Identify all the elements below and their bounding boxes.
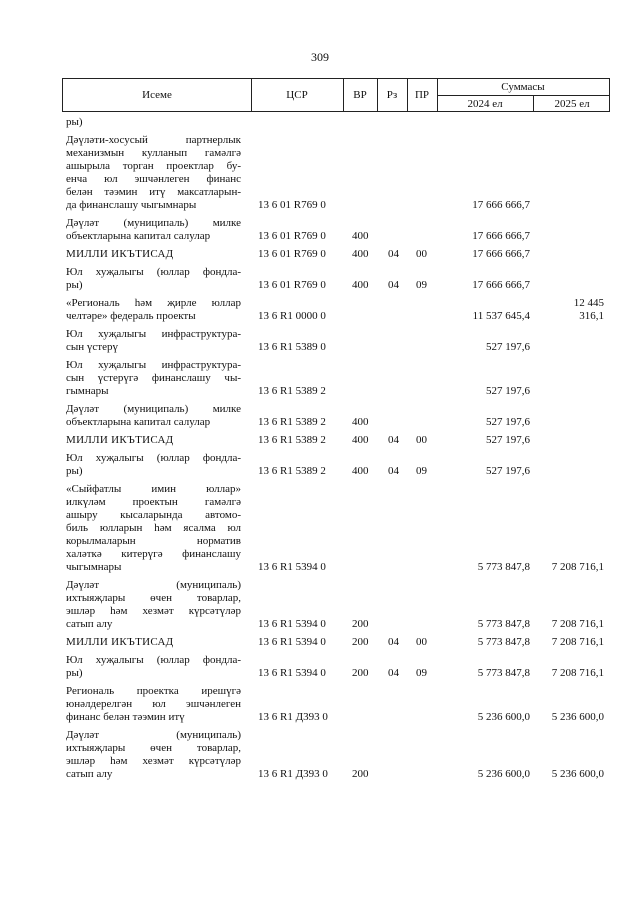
row-sum-2024: 17 666 666,7 bbox=[472, 230, 530, 242]
row-csr: 13 6 R1 5389 2 bbox=[258, 416, 326, 428]
row-name-line: механизмын кулланып гамәлгә bbox=[66, 147, 241, 159]
table-row bbox=[0, 654, 640, 680]
row-name bbox=[66, 359, 241, 398]
table-row bbox=[0, 729, 640, 781]
row-vr: 400 bbox=[352, 434, 369, 446]
row-vr: 400 bbox=[352, 465, 369, 477]
row-name-line: Региональ проектка ирешүгә bbox=[66, 685, 241, 697]
row-name-line: ашырыла торган проектлар бу- bbox=[66, 160, 241, 172]
row-csr: 13 6 01 R769 0 bbox=[258, 279, 326, 291]
table-row bbox=[0, 248, 640, 261]
row-name bbox=[66, 579, 241, 631]
row-vr: 200 bbox=[352, 618, 369, 630]
row-name-line: гымнары bbox=[66, 385, 109, 397]
row-sum-2024: 5 236 600,0 bbox=[477, 768, 530, 780]
row-name-line: ихтыяҗлары өчен товарлар, bbox=[66, 592, 241, 604]
row-name-line: «Региональ һәм җирле юллар bbox=[66, 297, 241, 309]
row-sum-2025: 7 208 716,1 bbox=[551, 618, 604, 630]
row-sum-2024: 5 236 600,0 bbox=[477, 711, 530, 723]
row-name bbox=[66, 434, 241, 447]
table-row bbox=[0, 452, 640, 478]
row-sum-2024: 527 197,6 bbox=[486, 434, 530, 446]
row-sum-2025: 7 208 716,1 bbox=[551, 636, 604, 648]
row-sum-2024: 5 773 847,8 bbox=[477, 636, 530, 648]
row-csr: 13 6 R1 5394 0 bbox=[258, 561, 326, 573]
row-sum-2024: 17 666 666,7 bbox=[472, 248, 530, 260]
row-sum-2025: 12 445 316,1 bbox=[573, 297, 604, 322]
table-row bbox=[0, 266, 640, 292]
row-csr: 13 6 01 R769 0 bbox=[258, 248, 326, 260]
row-csr: 13 6 R1 5394 0 bbox=[258, 667, 326, 679]
table-row bbox=[0, 636, 640, 649]
row-name-line: енча юл эшчәнлеген финанс bbox=[66, 173, 241, 185]
row-name-line: сын үстерү bbox=[66, 341, 118, 353]
row-name-line: Дәүләт (муниципаль) милке bbox=[66, 403, 241, 415]
table-row bbox=[0, 685, 640, 724]
row-pr: 00 bbox=[416, 636, 427, 648]
row-vr: 200 bbox=[352, 667, 369, 679]
row-name-line: Дәүләти-хосусый партнерлык bbox=[66, 134, 241, 146]
row-sum-2024: 11 537 645,4 bbox=[472, 310, 530, 322]
row-name-line: «Сыйфатлы имин юллар» bbox=[66, 483, 241, 495]
row-pr: 09 bbox=[416, 279, 427, 291]
row-sum-2024: 5 773 847,8 bbox=[477, 667, 530, 679]
table-row bbox=[0, 403, 640, 429]
row-sum-2025: 5 236 600,0 bbox=[551, 768, 604, 780]
row-name-line: Юл хуҗалыгы (юллар фондла- bbox=[66, 266, 241, 278]
row-name-line: Юл хуҗалыгы инфраструктура- bbox=[66, 328, 241, 340]
table-row bbox=[0, 434, 640, 447]
row-sum-2024: 527 197,6 bbox=[486, 416, 530, 428]
row-name bbox=[66, 134, 241, 212]
row-name-line: ры) bbox=[66, 667, 83, 679]
header-pr: ПР bbox=[414, 89, 430, 101]
header-csr: ЦСР bbox=[286, 89, 308, 101]
row-sum-2024: 5 773 847,8 bbox=[477, 618, 530, 630]
row-csr: 13 6 R1 Д393 0 bbox=[258, 711, 328, 723]
row-name-line: Дәүләт (муниципаль) bbox=[66, 729, 241, 741]
table-row bbox=[0, 116, 640, 129]
row-name-line: юнәлдерелгән юл эшчәнлеген bbox=[66, 698, 241, 710]
row-name bbox=[66, 266, 241, 292]
row-name bbox=[66, 654, 241, 680]
row-name-line: челтәре» федераль проекты bbox=[66, 310, 196, 322]
row-csr: 13 6 R1 5394 0 bbox=[258, 636, 326, 648]
row-name-line: эшләр һәм хезмәт күрсәтүләр bbox=[66, 755, 241, 767]
row-sum-2025: 5 236 600,0 bbox=[551, 711, 604, 723]
row-name bbox=[66, 297, 241, 323]
row-name-line: биль юлларын һәм ясалма юл bbox=[66, 522, 241, 534]
row-name-line: ры) bbox=[66, 279, 83, 291]
row-name-line: МИЛЛИ ИКЪТИСАД bbox=[66, 636, 174, 648]
row-pr: 00 bbox=[416, 434, 427, 446]
row-name-line: сатып алу bbox=[66, 618, 113, 630]
header-vr: ВР bbox=[353, 89, 367, 101]
row-name bbox=[66, 685, 241, 724]
table-row bbox=[0, 217, 640, 243]
row-name-line: Дәүләт (муниципаль) bbox=[66, 579, 241, 591]
row-vr: 400 bbox=[352, 248, 369, 260]
table-row bbox=[0, 579, 640, 631]
row-vr: 400 bbox=[352, 416, 369, 428]
table-row bbox=[0, 483, 640, 574]
row-name-line: белән тәэмин итү максатларын- bbox=[66, 186, 241, 198]
row-name-line: объектларына капитал салулар bbox=[66, 416, 211, 428]
header-2025: 2025 ел bbox=[554, 98, 590, 110]
header-name: Исеме bbox=[142, 89, 172, 101]
table-header bbox=[62, 78, 610, 112]
row-name-line: чыгымнары bbox=[66, 561, 122, 573]
row-name-line: Дәүләт (муниципаль) милке bbox=[66, 217, 241, 229]
row-name-line: да финанслашу чыгымнары bbox=[66, 199, 197, 211]
table-body bbox=[0, 116, 640, 786]
row-name-line: сатып алу bbox=[66, 768, 113, 780]
row-name bbox=[66, 636, 241, 649]
row-rz: 04 bbox=[388, 248, 399, 260]
row-vr: 200 bbox=[352, 636, 369, 648]
table-row bbox=[0, 328, 640, 354]
row-sum-2024: 527 197,6 bbox=[486, 341, 530, 353]
row-csr: 13 6 01 R769 0 bbox=[258, 199, 326, 211]
table-row bbox=[0, 359, 640, 398]
row-pr: 09 bbox=[416, 465, 427, 477]
row-rz: 04 bbox=[388, 279, 399, 291]
row-csr: 13 6 01 R769 0 bbox=[258, 230, 326, 242]
row-name-line: илкүләм проектын гамәлгә bbox=[66, 496, 241, 508]
row-pr: 00 bbox=[416, 248, 427, 260]
row-pr: 09 bbox=[416, 667, 427, 679]
header-2024: 2024 ел bbox=[467, 98, 503, 110]
row-name-line: Юл хуҗалыгы (юллар фондла- bbox=[66, 654, 241, 666]
row-name bbox=[66, 729, 241, 781]
row-name bbox=[66, 248, 241, 261]
row-name-line: халәткә китерүгә финанслашу bbox=[66, 548, 241, 560]
row-csr: 13 6 R1 5389 2 bbox=[258, 465, 326, 477]
row-name bbox=[66, 217, 241, 243]
row-name-line: ашыру кысаларында автомо- bbox=[66, 509, 241, 521]
row-sum-2025: 7 208 716,1 bbox=[551, 561, 604, 573]
row-name bbox=[66, 328, 241, 354]
row-sum-2024: 5 773 847,8 bbox=[477, 561, 530, 573]
row-vr: 400 bbox=[352, 230, 369, 242]
row-name-line: ры) bbox=[66, 465, 83, 477]
row-name-line: объектларына капитал салулар bbox=[66, 230, 211, 242]
row-csr: 13 6 R1 5394 0 bbox=[258, 618, 326, 630]
row-name-line: Юл хуҗалыгы (юллар фондла- bbox=[66, 452, 241, 464]
row-name-line: сын үстерүгә финанслашу чы- bbox=[66, 372, 241, 384]
row-csr: 13 6 R1 5389 0 bbox=[258, 341, 326, 353]
row-rz: 04 bbox=[388, 636, 399, 648]
row-sum-2024: 17 666 666,7 bbox=[472, 279, 530, 291]
row-name-line: корылмаларын норматив bbox=[66, 535, 241, 547]
row-rz: 04 bbox=[388, 667, 399, 679]
row-name bbox=[66, 403, 241, 429]
page-number: 309 bbox=[311, 50, 329, 64]
row-name bbox=[66, 116, 241, 129]
row-vr: 400 bbox=[352, 279, 369, 291]
row-vr: 200 bbox=[352, 768, 369, 780]
row-sum-2025: 7 208 716,1 bbox=[551, 667, 604, 679]
header-sums: Суммасы bbox=[501, 81, 545, 93]
row-csr: 13 6 R1 5389 2 bbox=[258, 385, 326, 397]
row-name-line: МИЛЛИ ИКЪТИСАД bbox=[66, 434, 174, 446]
row-name-line: ихтыяҗлары өчен товарлар, bbox=[66, 742, 241, 754]
row-rz: 04 bbox=[388, 465, 399, 477]
row-name-line: Юл хуҗалыгы инфраструктура- bbox=[66, 359, 241, 371]
row-sum-2024: 527 197,6 bbox=[486, 385, 530, 397]
row-rz: 04 bbox=[388, 434, 399, 446]
row-name bbox=[66, 483, 241, 574]
row-sum-2024: 17 666 666,7 bbox=[472, 199, 530, 211]
row-name bbox=[66, 452, 241, 478]
row-name-line: ры) bbox=[66, 116, 83, 128]
header-rz: Рз bbox=[386, 89, 398, 101]
row-csr: 13 6 R1 0000 0 bbox=[258, 310, 326, 322]
row-name-line: финанс белән тәэмин итү bbox=[66, 711, 185, 723]
table-row bbox=[0, 297, 640, 323]
row-name-line: МИЛЛИ ИКЪТИСАД bbox=[66, 248, 174, 260]
table-row bbox=[0, 134, 640, 212]
row-name-line: эшләр һәм хезмәт күрсәтүләр bbox=[66, 605, 241, 617]
row-csr: 13 6 R1 Д393 0 bbox=[258, 768, 328, 780]
row-csr: 13 6 R1 5389 2 bbox=[258, 434, 326, 446]
row-sum-2024: 527 197,6 bbox=[486, 465, 530, 477]
